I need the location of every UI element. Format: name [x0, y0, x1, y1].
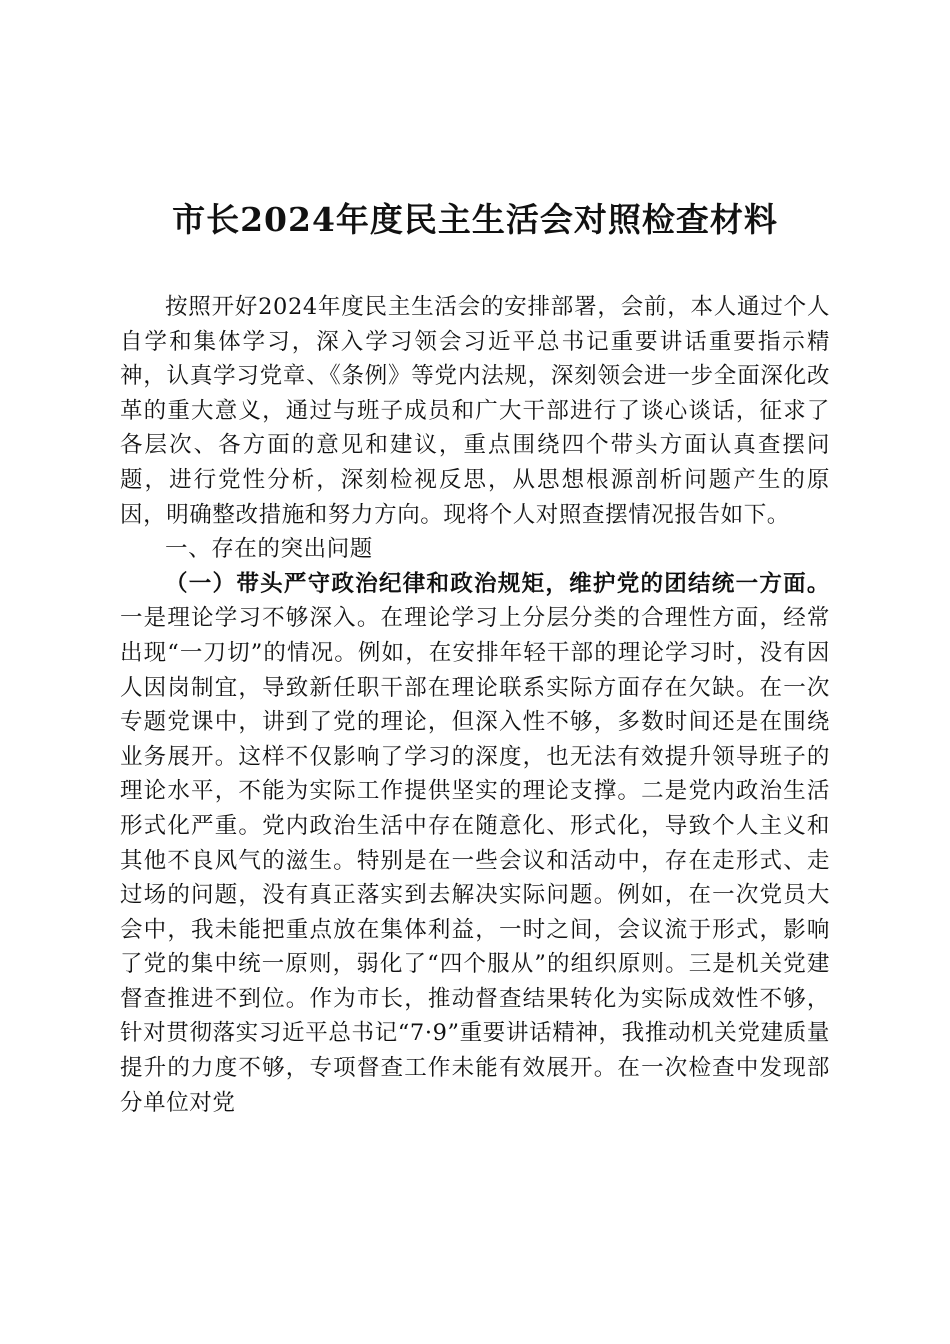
document-body: [120, 290, 830, 1120]
subsection-body: 一是理论学习不够深入。在理论学习上分层分类的合理性方面，经常出现“一刀切”的情况。例如，在安排年轻干部的理论学习时，没有因人因岗制宜，导致新任职干部在理论联系实际方面存在欠缺。在一次专题党课中，讲到了党的理论，但深入性不够，多数时间还是在围绕业务展开。这样不仅影响了学习的深度，也无法有效提升领导班子的理论水平，不能为实际工作提供坚实的理论支撑。二是党内政治生活形式化严重。党内政治生活中存在随意化、形式化，导致个人主义和其他不良风气的滋生。特别是在一些会议和活动中，存在走形式、走过场的问题，没有真正落实到去解决实际问题。例如，在一次党员大会中，我未能把重点放在集体利益，一时之间，会议流于形式，影响了党的集中统一原则，弱化了“四个服从”的组织原则。三是机关党建督查推进不到位。作为市长，推动督查结果转化为实际成效性不够，针对贯彻落实习近平总书记“7·9”重要讲话精神，我推动机关党建质量提升的力度不够，专项督查工作未能有效展开。在一次检查中发现部分单位对党: [120, 605, 830, 1116]
document-title: 市长2024年度民主生活会对照检查材料: [172, 200, 778, 239]
section-heading: 一、存在的突出问题: [165, 536, 373, 563]
subsection-paragraph: [120, 567, 830, 1121]
intro-paragraph: 按照开好2024年度民主生活会的安排部署，会前，本人通过个人自学和集体学习，深入学习领会习近平总书记重要讲话重要指示精神，认真学习党章、《条例》等党内法规，深刻领会进一步全面深化改革的重大意义，通过与班子成员和广大干部进行了谈心谈话，征求了各层次、各方面的意见和建议，重点围绕四个带头方面认真查摆问题，进行党性分析，深刻检视反思，从思想根源剖析问题产生的原因，明确整改措施和努力方向。现将个人对照查摆情况报告如下。: [120, 294, 830, 528]
subsection-heading: （一）带头严守政治纪律和政治规矩，维护党的团结统一方面。: [165, 570, 830, 597]
